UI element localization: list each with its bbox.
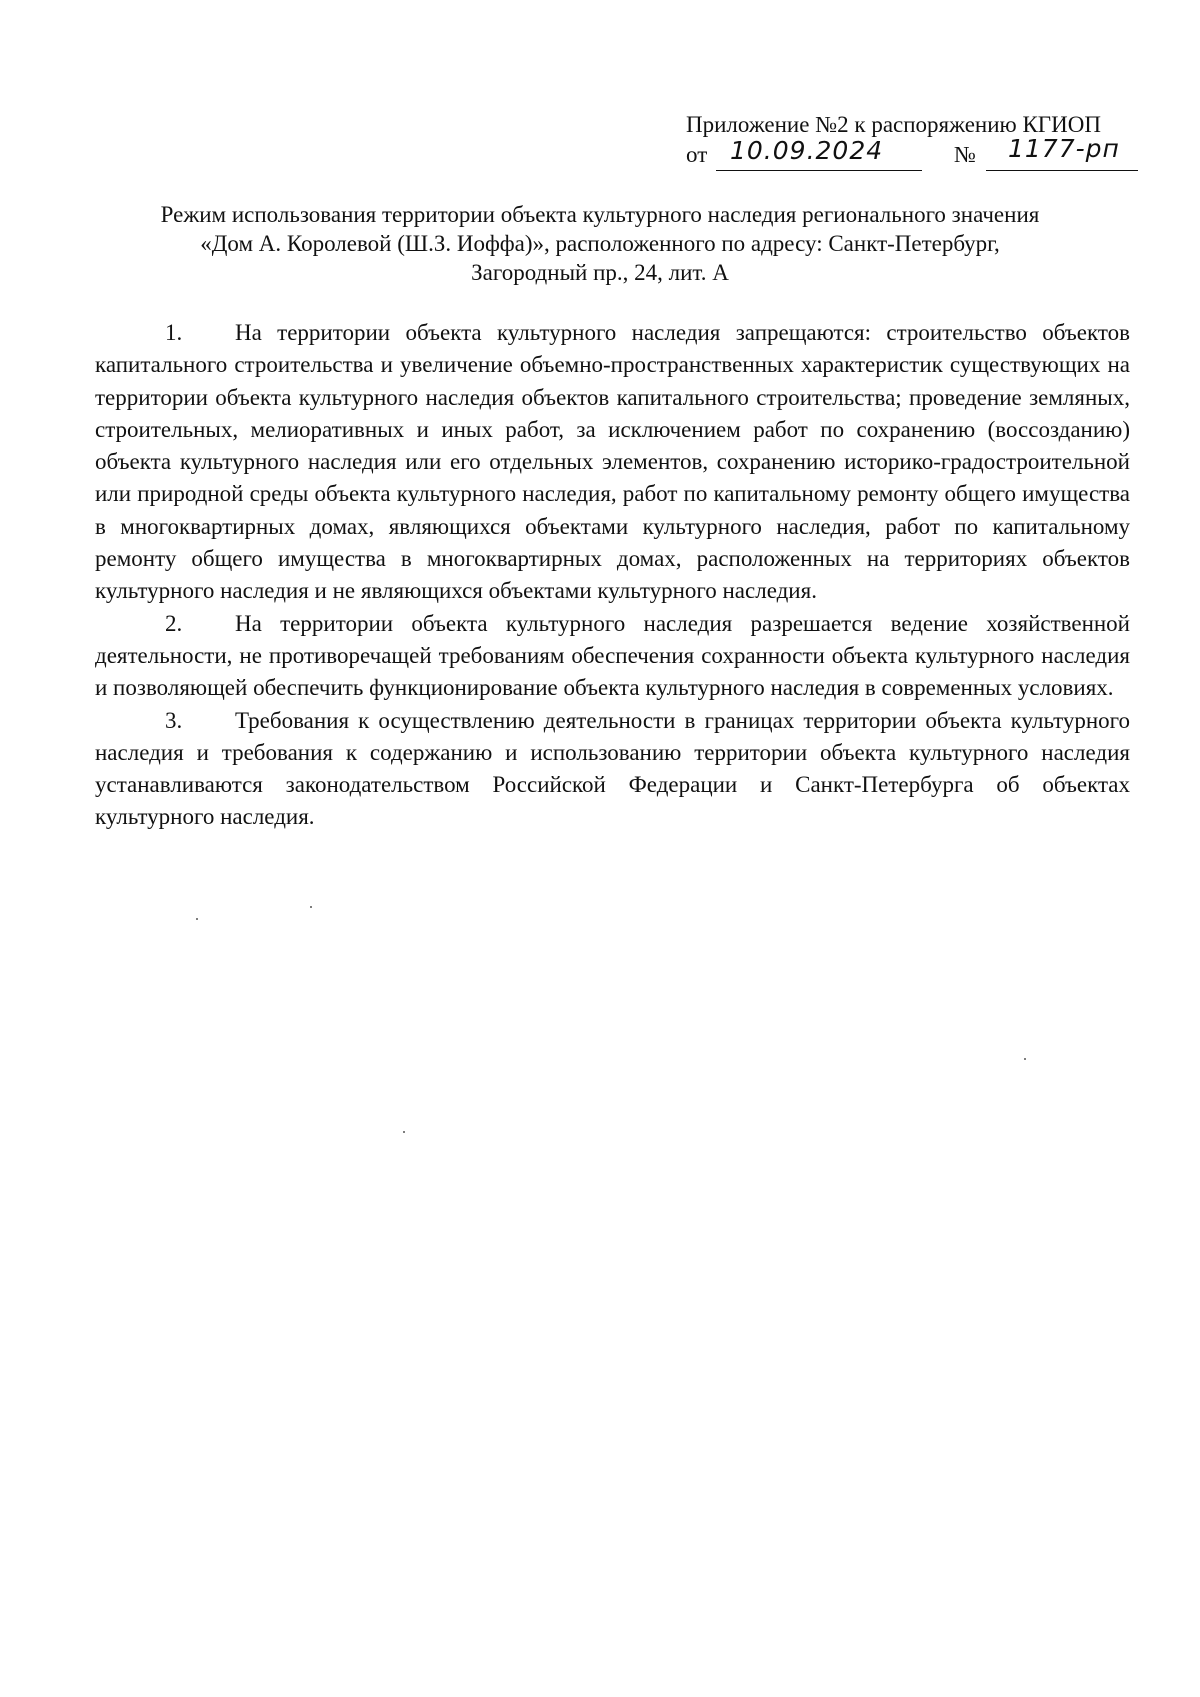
scan-speck [403, 1131, 405, 1133]
paragraph-number: 2. [165, 610, 183, 636]
paragraph-3 [95, 705, 1130, 834]
paragraph-number: 1. [165, 320, 183, 345]
document-title [100, 200, 1100, 287]
paragraph-text: Требования к осуществлению деятельности в границах территории объекта культурного наследия и требования к содержанию и использованию территории объекта культурного наследия устанавливаются законодательством Российской Федерации и Санкт-Петербурга об объектах культурного наследия. [95, 707, 1130, 830]
attachment-title: Приложение №2 к распоряжению КГИОП [686, 112, 1101, 137]
title-line-3: Загородный пр., 24, лит. А [471, 260, 729, 285]
paragraph-number: 3. [165, 707, 183, 733]
scan-speck [310, 906, 312, 908]
scan-speck [1024, 1058, 1026, 1060]
title-line-1: Режим использования территории объекта культурного наследия регионального значения [160, 202, 1040, 227]
paragraph-1 [95, 317, 1130, 608]
document-body [95, 317, 1130, 834]
paragraph-2 [95, 608, 1130, 705]
number-label: № [954, 142, 976, 167]
paragraph-text: На территории объекта культурного наследия разрешается ведение хозяйственной деятельности, не противоречащей требованиям обеспечения сохранности объекта культурного наследия и позволяющей обеспечить функционирование объекта культурного наследия в современных условиях. [95, 610, 1130, 701]
paragraph-text: На территории объекта культурного наследия запрещаются: строительство объектов капитального строительства и увеличение объемно-пространственных характеристик существующих на территории объекта культурного наследия объектов капитального строительства; проведение земляных, строительных, мелиоративных и иных работ, за исключением работ по сохранению (воссозданию) объекта культурного наследия или его отдельных элементов, сохранению историко-градостроительной или природной среды объекта культурного наследия, работ по капитальному ремонту общего имущества в многоквартирных домах, являющихся объектами культурного наследия, работ по капитальному ремонту общего имущества в многоквартирных домах, расположенных на территориях объектов культурного наследия и не являющихся объектами культурного наследия. [95, 320, 1130, 604]
handwritten-date: 10.09.2024 [730, 136, 884, 165]
from-label: от [686, 142, 708, 167]
attachment-date-number-line [686, 134, 1146, 176]
handwritten-number: 1177-рп [1008, 134, 1120, 163]
scan-speck [196, 918, 198, 920]
attachment-header [686, 110, 1146, 176]
title-line-2: «Дом А. Королевой (Ш.З. Иоффа)», расположенного по адресу: Санкт-Петербург, [200, 231, 1000, 256]
